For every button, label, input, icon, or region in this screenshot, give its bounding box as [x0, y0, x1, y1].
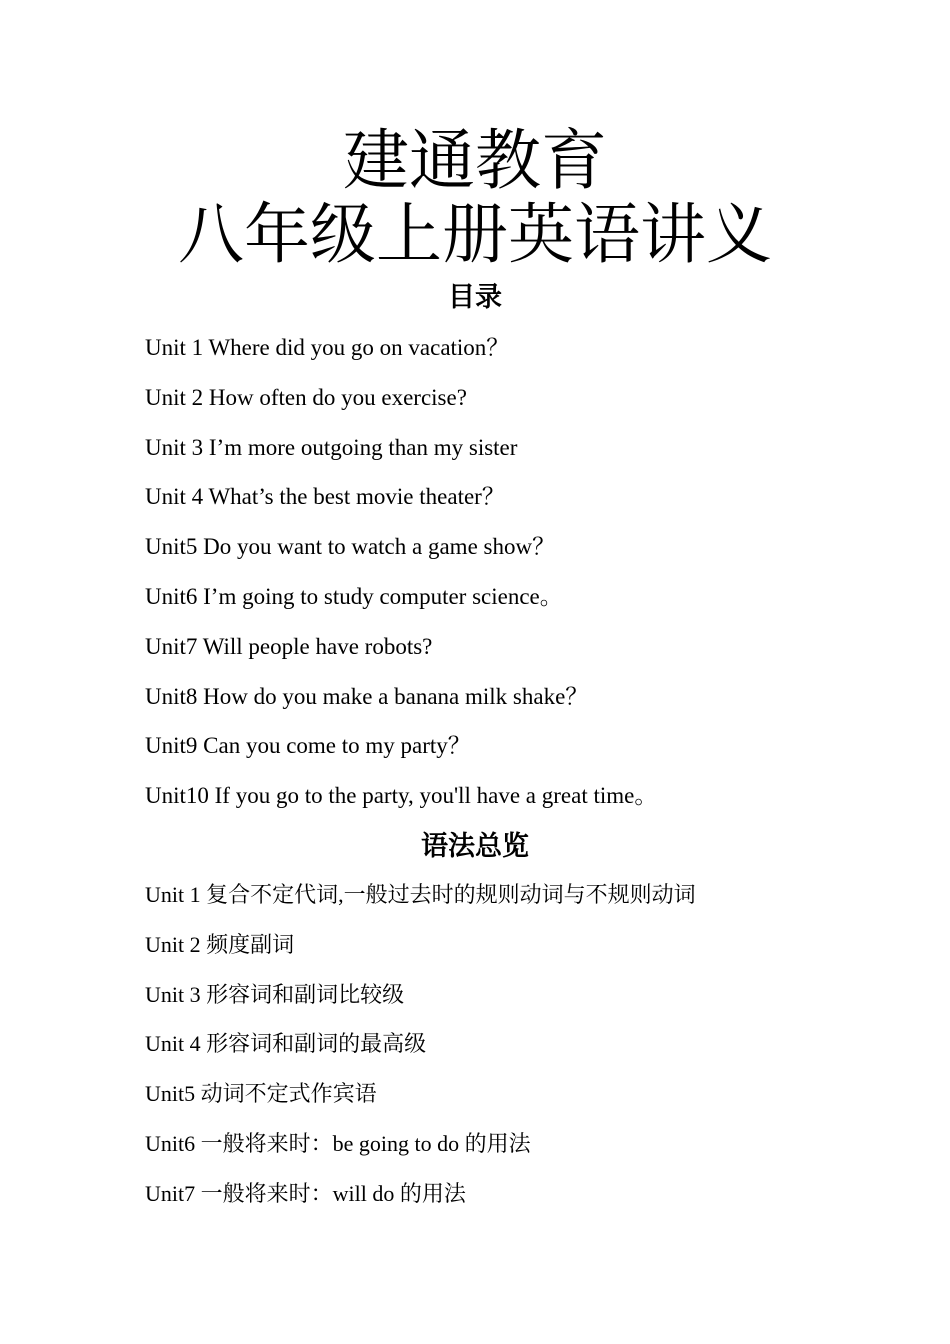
toc-item: Unit5 Do you want to watch a game show？ [145, 534, 556, 560]
toc-item: Unit7 Will people have robots? [145, 633, 433, 659]
grammar-item: Unit6 一般将来时：be going to do 的用法 [145, 1130, 531, 1156]
grammar-heading: 语法总览 [421, 831, 529, 862]
grammar-list [145, 879, 696, 1228]
toc-item: Unit9 Can you come to my party？ [145, 733, 471, 759]
toc-item: Unit 3 I’m more outgoing than my sister [145, 434, 518, 460]
toc-item: Unit10 If you go to the party, you'll have a great time。 [145, 783, 658, 809]
toc-item: Unit 2 How often do you exercise? [145, 384, 467, 410]
title-block [0, 125, 950, 273]
title-line-2: 八年级上册英语讲义 [178, 199, 772, 272]
toc-item: Unit 4 What’s the best movie theater？ [145, 484, 505, 510]
toc-item: Unit8 How do you make a banana milk shake？ [145, 683, 589, 709]
toc-item: Unit6 I’m going to study computer science。 [145, 583, 563, 609]
grammar-item: Unit7 一般将来时：will do 的用法 [145, 1180, 466, 1206]
grammar-item: Unit 3 形容词和副词比较级 [145, 981, 405, 1007]
grammar-item: Unit 4 形容词和副词的最高级 [145, 1031, 427, 1057]
toc-list [145, 332, 657, 830]
grammar-item: Unit 1 复合不定代词,一般过去时的规则动词与不规则动词 [145, 882, 696, 907]
grammar-item: Unit5 动词不定式作宾语 [145, 1081, 377, 1107]
grammar-item: Unit 2 频度副词 [145, 931, 295, 957]
toc-item: Unit 1 Where did you go on vacation？ [145, 335, 510, 360]
title-line-1: 建通教育 [343, 125, 607, 198]
toc-heading: 目录 [448, 282, 502, 313]
